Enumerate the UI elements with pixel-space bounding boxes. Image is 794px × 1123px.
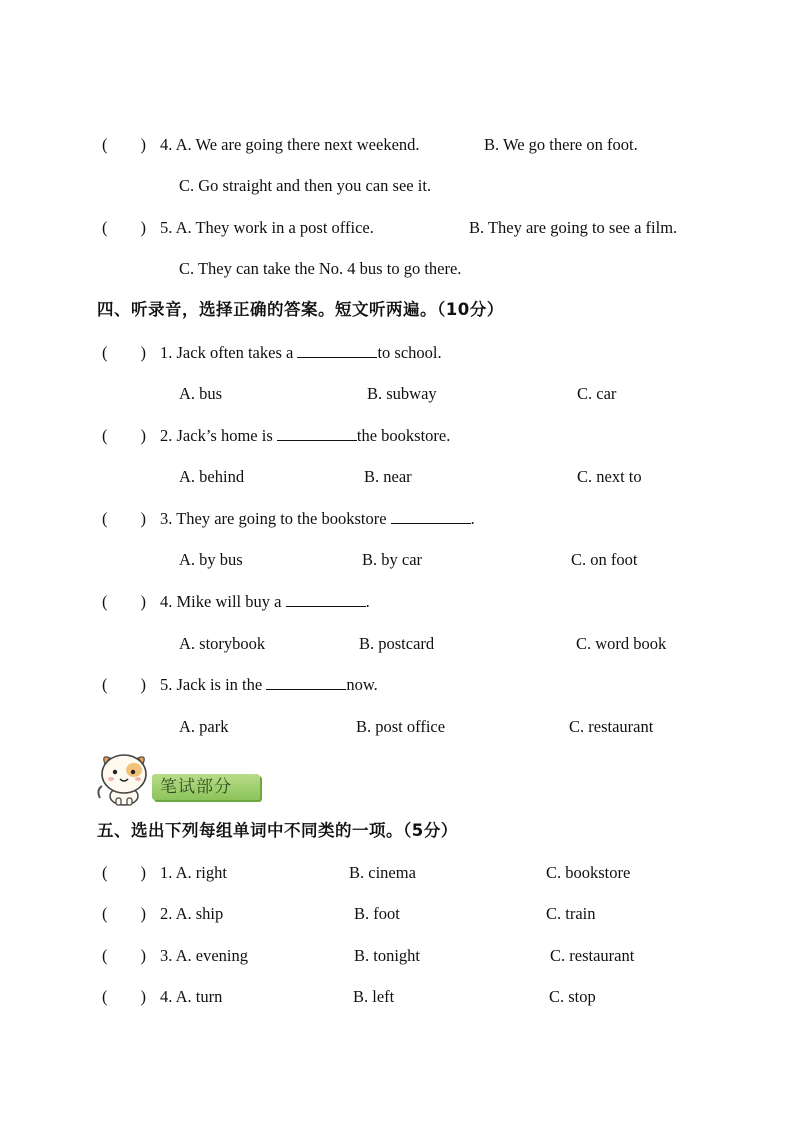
answer-blank[interactable] <box>391 509 471 524</box>
written-part-banner <box>94 750 270 806</box>
answer-paren[interactable]: ( ) <box>102 343 146 362</box>
option-b: B. cinema <box>349 863 416 882</box>
option-a: A. behind <box>179 467 245 486</box>
option-b: B. foot <box>354 904 400 923</box>
cartoon-dog-icon <box>94 750 164 806</box>
option-c: C. bookstore <box>546 863 631 882</box>
question-4-option-c: C. Go straight and then you can see it. <box>179 176 432 195</box>
question-5-option-a: 5. A. They work in a post office. <box>160 218 374 237</box>
answer-paren[interactable]: ( ) <box>102 946 146 965</box>
option-c: C. car <box>577 384 617 403</box>
answer-blank[interactable] <box>286 592 366 607</box>
option-a: 2. A. ship <box>160 904 224 923</box>
question-4-option-b: B. We go there on foot. <box>484 135 638 154</box>
option-a: A. storybook <box>179 634 266 653</box>
option-b: B. left <box>353 987 395 1006</box>
question-stem: 3. They are going to the bookstore . <box>160 509 475 528</box>
option-b: B. post office <box>356 717 446 736</box>
option-b: B. near <box>364 467 412 486</box>
option-c: C. next to <box>577 467 642 486</box>
option-c: C. on foot <box>571 550 638 569</box>
option-c: C. restaurant <box>569 717 654 736</box>
question-stem: 4. Mike will buy a . <box>160 592 370 611</box>
option-a: 1. A. right <box>160 863 227 882</box>
option-b: B. subway <box>367 384 437 403</box>
option-a: 4. A. turn <box>160 987 223 1006</box>
question-stem: 2. Jack’s home is the bookstore. <box>160 426 451 445</box>
option-c: C. restaurant <box>550 946 635 965</box>
option-c: C. word book <box>576 634 667 653</box>
question-stem: 1. Jack often takes a to school. <box>160 343 442 362</box>
question-4-option-a: 4. A. We are going there next weekend. <box>160 135 420 154</box>
answer-paren[interactable]: ( ) <box>102 426 146 445</box>
answer-paren[interactable]: ( ) <box>102 218 146 237</box>
answer-paren[interactable]: ( ) <box>102 675 146 694</box>
option-b: B. tonight <box>354 946 421 965</box>
banner-label: 笔试部分 <box>160 777 232 797</box>
question-5-option-c: C. They can take the No. 4 bus to go there. <box>179 259 462 278</box>
answer-blank[interactable] <box>277 426 357 441</box>
answer-paren[interactable]: ( ) <box>102 135 146 154</box>
answer-paren[interactable]: ( ) <box>102 509 146 528</box>
option-b: B. by car <box>362 550 423 569</box>
answer-paren[interactable]: ( ) <box>102 904 146 923</box>
option-b: B. postcard <box>359 634 435 653</box>
section-4-heading: 四、听录音，选择正确的答案。短文听两遍。（10分） <box>97 300 504 319</box>
answer-blank[interactable] <box>266 675 346 690</box>
section-5-heading: 五、选出下列每组单词中不同类的一项。（5分） <box>97 821 458 840</box>
answer-paren[interactable]: ( ) <box>102 592 146 611</box>
option-c: C. train <box>546 904 596 923</box>
option-c: C. stop <box>549 987 596 1006</box>
option-a: 3. A. evening <box>160 946 248 965</box>
option-a: A. by bus <box>179 550 243 569</box>
question-stem: 5. Jack is in the now. <box>160 675 378 694</box>
answer-blank[interactable] <box>297 343 377 358</box>
answer-paren[interactable]: ( ) <box>102 863 146 882</box>
option-a: A. park <box>179 717 229 736</box>
option-a: A. bus <box>179 384 223 403</box>
answer-paren[interactable]: ( ) <box>102 987 146 1006</box>
question-5-option-b: B. They are going to see a film. <box>469 218 678 237</box>
